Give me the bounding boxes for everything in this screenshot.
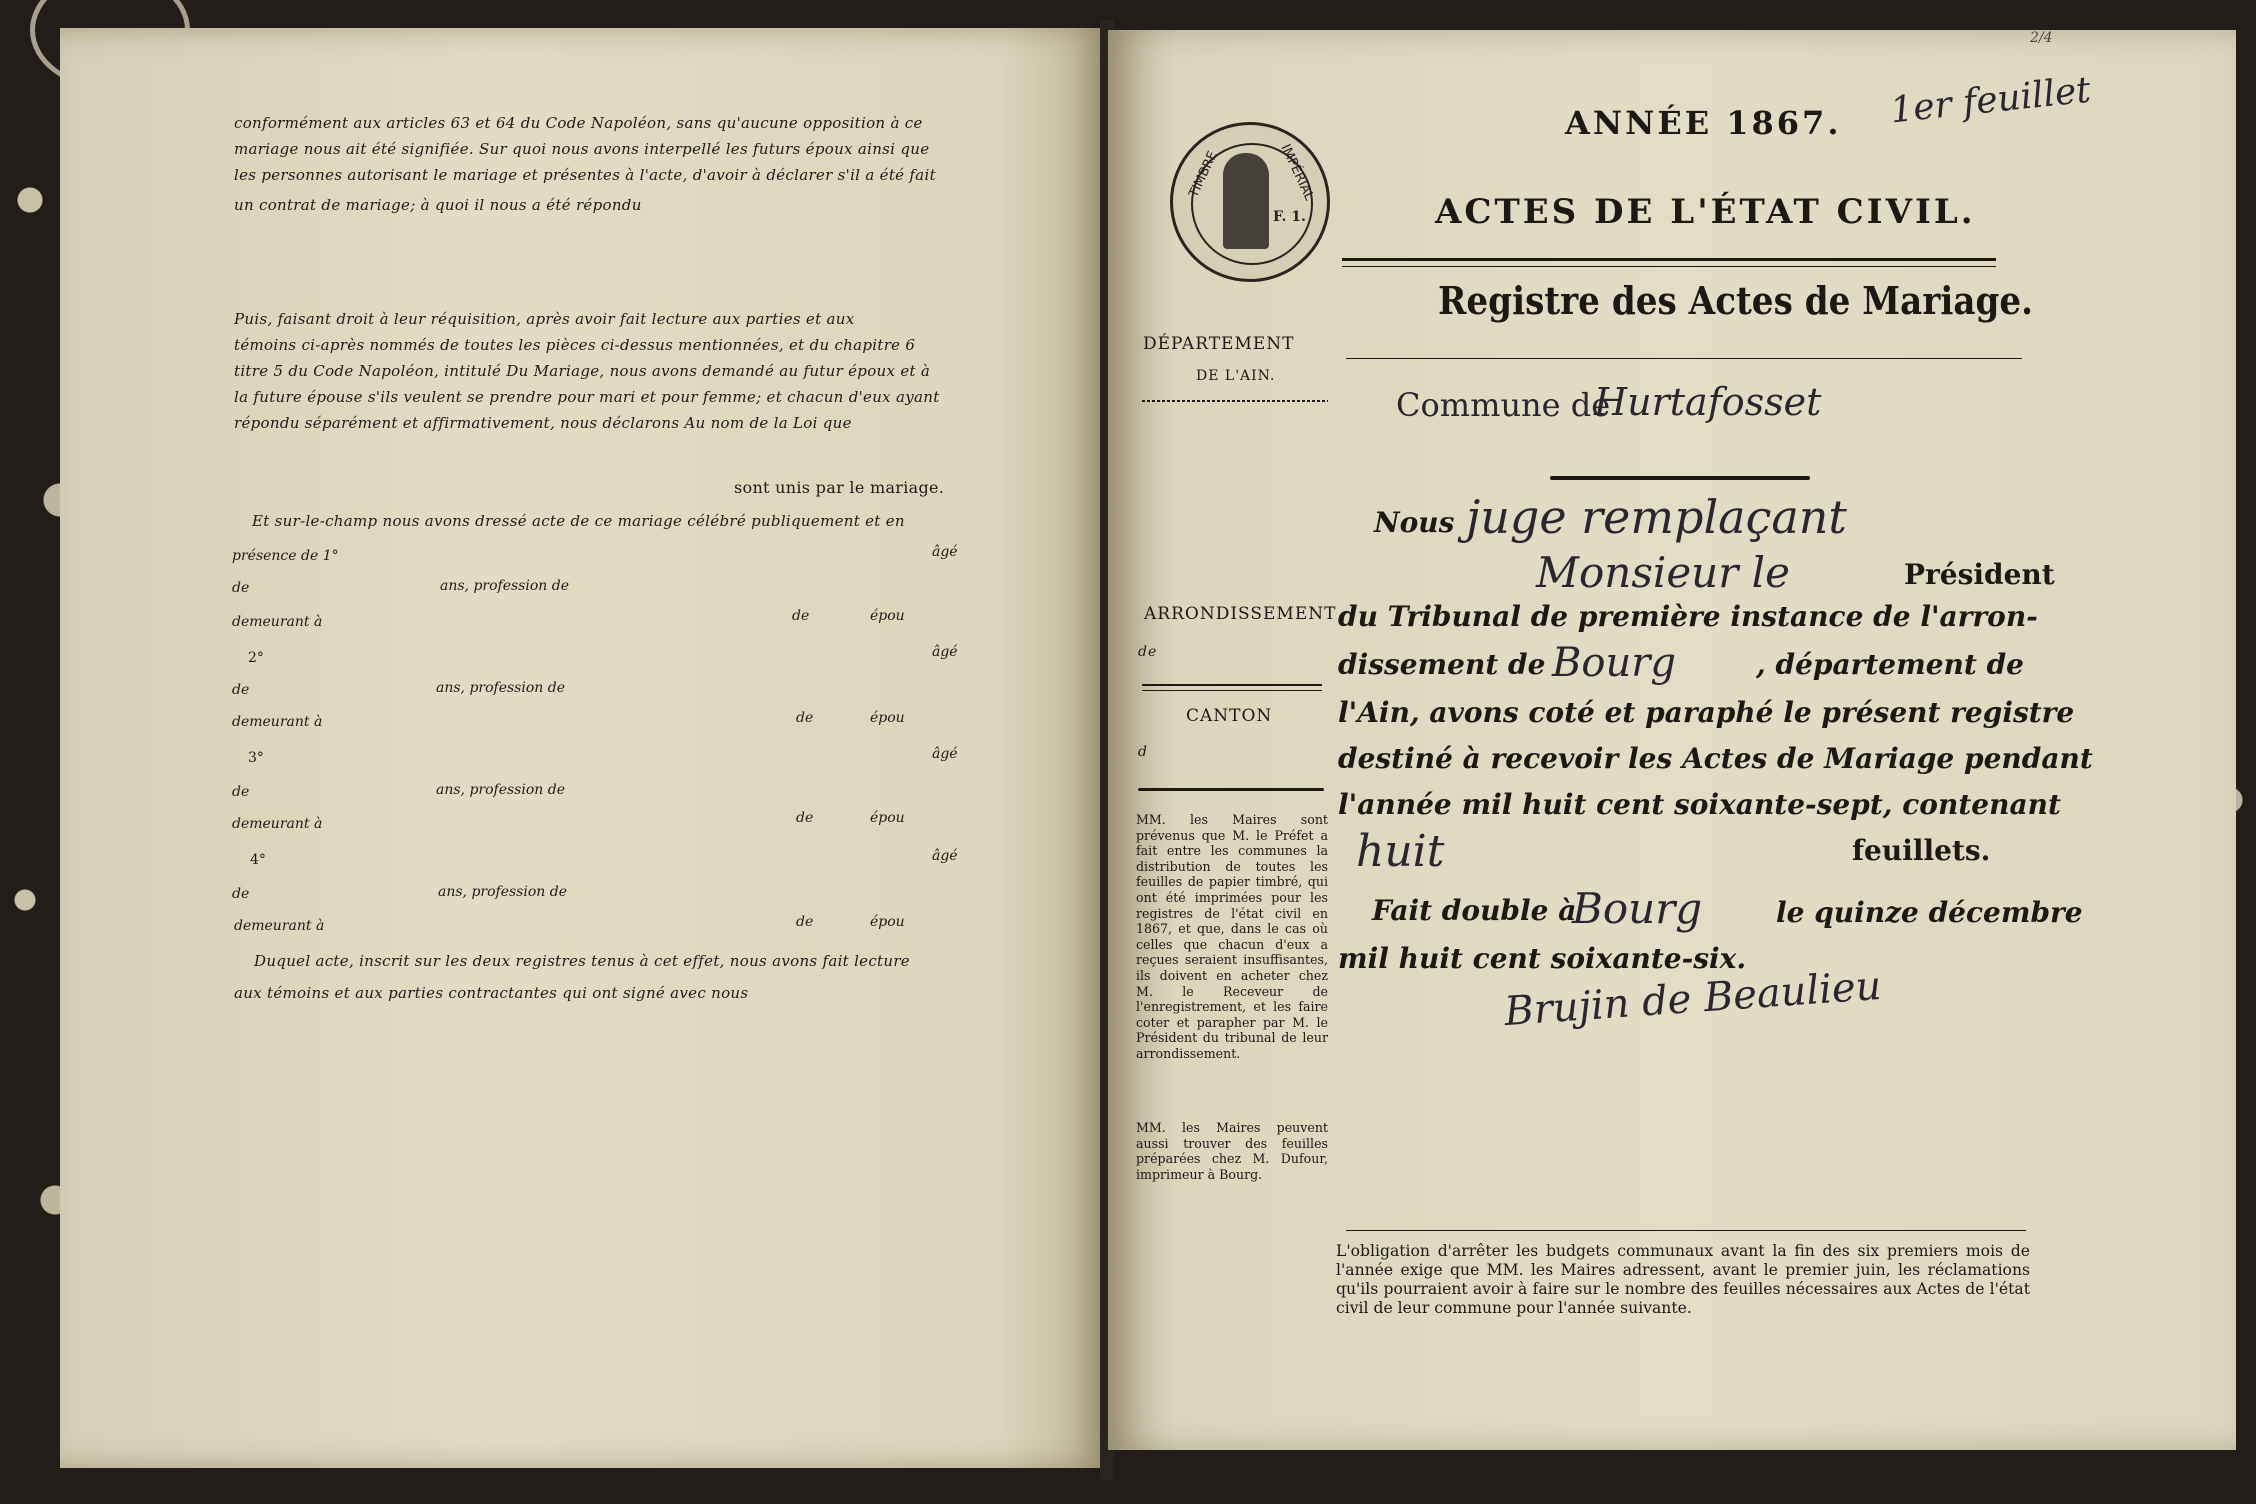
registre-rule <box>1346 358 2022 359</box>
body-line2a: dissement de <box>1338 648 1546 681</box>
stamp-text-left: TIMBRE <box>1186 149 1221 200</box>
arrondissement-de: de <box>1138 644 1158 660</box>
ornament-rule <box>1550 476 1810 480</box>
bourg-handwritten: Bourg <box>1552 640 1676 686</box>
left-para1-line3: les personnes autorisant le mariage et présentes à l'acte, d'avoir à déclarer s'il a été fait <box>234 166 936 184</box>
left-demeurant: demeurant à <box>232 816 323 832</box>
huit-handwritten: huit <box>1356 826 1445 877</box>
arr-rule <box>1142 684 1322 686</box>
title-rule-thin <box>1342 266 1996 267</box>
left-witness-4: 4° <box>250 852 266 868</box>
sidenote-maires: MM. les Maires sont prévenus que M. le Préfet a fait entre les communes la distribution de toutes les feuilles de papier timbré, qui ont été imprimées pour les registres de l'état civil en 1867, et que, dans le cas où celles que chacun d'eux a reçues seraient insuffisantes, ils doivent en acheter chez M. le Receveur de l'enregistrement, et les faire coter et parapher par M. le Président du tribunal de leur arrondissement. <box>1136 812 1328 1061</box>
left-age: âgé <box>932 644 958 660</box>
date-label: le quinze décembre <box>1776 896 2083 929</box>
year-line: mil huit cent soixante-six. <box>1338 942 1747 975</box>
monsieur-handwritten: Monsieur le <box>1536 548 1790 597</box>
left-para2-line4: la future épouse s'ils veulent se prendre pour mari et pour femme; et chacun d'eux ayant <box>234 388 940 406</box>
stamp-mark: F. 1. <box>1273 209 1306 225</box>
left-demeurant: demeurant à <box>234 918 325 934</box>
commune-label: Commune de <box>1396 386 1611 424</box>
title-year: ANNÉE 1867. <box>1565 104 1842 142</box>
left-para2-line2: témoins ci-après nommés de toutes les pièces ci-dessus mentionnées, et du chapitre 6 <box>234 336 916 354</box>
arr-rule-thin <box>1142 690 1322 691</box>
left-para1-line2: mariage nous ait été signifiée. Sur quoi nous avons interpellé les futurs époux ainsi que <box>234 140 930 158</box>
left-epou: épou <box>870 710 905 726</box>
body-line1: du Tribunal de première instance de l'arron- <box>1338 600 2038 633</box>
left-epou: épou <box>870 914 905 930</box>
signature: Brujin de Beaulieu <box>1502 962 1883 1036</box>
justice-figure-icon <box>1223 153 1269 249</box>
left-para3: Et sur-le-champ nous avons dressé acte de ce mariage célébré publiquement et en <box>252 512 905 530</box>
left-de-epou: de <box>796 710 814 726</box>
left-para2-line3: titre 5 du Code Napoléon, intitulé Du Mariage, nous avons demandé au futur époux et à <box>234 362 931 380</box>
sidenote-dufour: MM. les Maires peuvent aussi trouver des feuilles préparées chez M. Dufour, imprimeur à Bourg. <box>1136 1120 1328 1182</box>
canton-rule <box>1138 788 1324 791</box>
arrondissement-label: ARRONDISSEMENT <box>1144 604 1337 624</box>
title-registre: Registre des Actes de Mariage. <box>1438 278 2034 323</box>
left-witness-3: 3° <box>248 750 264 766</box>
stamp-text-right: IMPÉRIAL <box>1277 142 1317 203</box>
left-demeurant: demeurant à <box>232 614 323 630</box>
left-age: âgé <box>932 746 958 762</box>
body-line3: l'Ain, avons coté et paraphé le présent registre <box>1338 696 2075 729</box>
title-rule <box>1342 258 1996 261</box>
left-ans-profession: ans, profession de <box>436 782 565 798</box>
left-de-epou: de <box>796 810 814 826</box>
left-age: âgé <box>932 848 958 864</box>
left-epou: épou <box>870 608 905 624</box>
left-united: sont unis par le mariage. <box>734 478 945 497</box>
left-presence: présence de 1° <box>232 548 339 564</box>
departement-ain: DE L'AIN. <box>1196 368 1276 384</box>
commune-handwritten: Hurtafosset <box>1594 380 1822 424</box>
body-line2b: , département de <box>1756 648 2024 681</box>
corner-handwritten-note: 1er feuillet <box>1888 69 2093 132</box>
nous-label: Nous <box>1374 506 1455 539</box>
footnote-rule <box>1346 1230 2026 1231</box>
left-para1-line4: un contrat de mariage; à quoi il nous a été répondu <box>234 196 642 214</box>
bourg-handwritten-2: Bourg <box>1572 884 1703 933</box>
title-actes: ACTES DE L'ÉTAT CIVIL. <box>1435 192 1976 232</box>
body-line5: l'année mil huit cent soixante-sept, contenant <box>1338 788 2061 821</box>
left-de-epou: de <box>796 914 814 930</box>
left-witness-2: 2° <box>248 650 264 666</box>
left-ans-profession: ans, profession de <box>440 578 569 594</box>
left-demeurant: demeurant à <box>232 714 323 730</box>
left-de: de <box>232 682 250 698</box>
body-line4: destiné à recevoir les Actes de Mariage pendant <box>1338 742 2093 775</box>
nous-handwritten: juge remplaçant <box>1466 490 1847 544</box>
left-de: de <box>232 580 250 596</box>
left-de-epou: de <box>792 608 810 624</box>
left-ans-profession: ans, profession de <box>438 884 567 900</box>
feuillets-label: feuillets. <box>1852 834 1991 867</box>
imperial-stamp <box>1170 122 1330 282</box>
left-epou: épou <box>870 810 905 826</box>
departement-rule <box>1142 400 1328 402</box>
page-number: 2/4 <box>2030 30 2053 46</box>
footnote-budget: L'obligation d'arrêter les budgets communaux avant la fin des six premiers mois de l'année exige que MM. les Maires adressent, avant le premier juin, les réclamations qu'ils pourraient avoir à faire sur le nombre des feuilles nécessaires aux Actes de l'état civil de leur commune pour l'année suivante. <box>1336 1242 2030 1317</box>
left-closing-line1: Duquel acte, inscrit sur les deux registres tenus à cet effet, nous avons fait lecture <box>254 952 910 970</box>
canton-d: d <box>1138 744 1148 760</box>
departement-label: DÉPARTEMENT <box>1143 334 1295 354</box>
left-para2-line1: Puis, faisant droit à leur réquisition, après avoir fait lecture aux parties et aux <box>234 310 855 328</box>
left-de: de <box>232 784 250 800</box>
left-para2-line5: répondu séparément et affirmativement, nous déclarons Au nom de la Loi que <box>234 414 852 432</box>
left-closing-line2: aux témoins et aux parties contractantes qui ont signé avec nous <box>234 984 749 1002</box>
left-para1-line1: conformément aux articles 63 et 64 du Code Napoléon, sans qu'aucune opposition à ce <box>234 114 923 132</box>
canton-label: CANTON <box>1186 706 1273 726</box>
left-age: âgé <box>932 544 958 560</box>
fait-double-label: Fait double à <box>1372 894 1577 927</box>
left-de: de <box>232 886 250 902</box>
left-ans-profession: ans, profession de <box>436 680 565 696</box>
president-label: Président <box>1904 558 2055 591</box>
